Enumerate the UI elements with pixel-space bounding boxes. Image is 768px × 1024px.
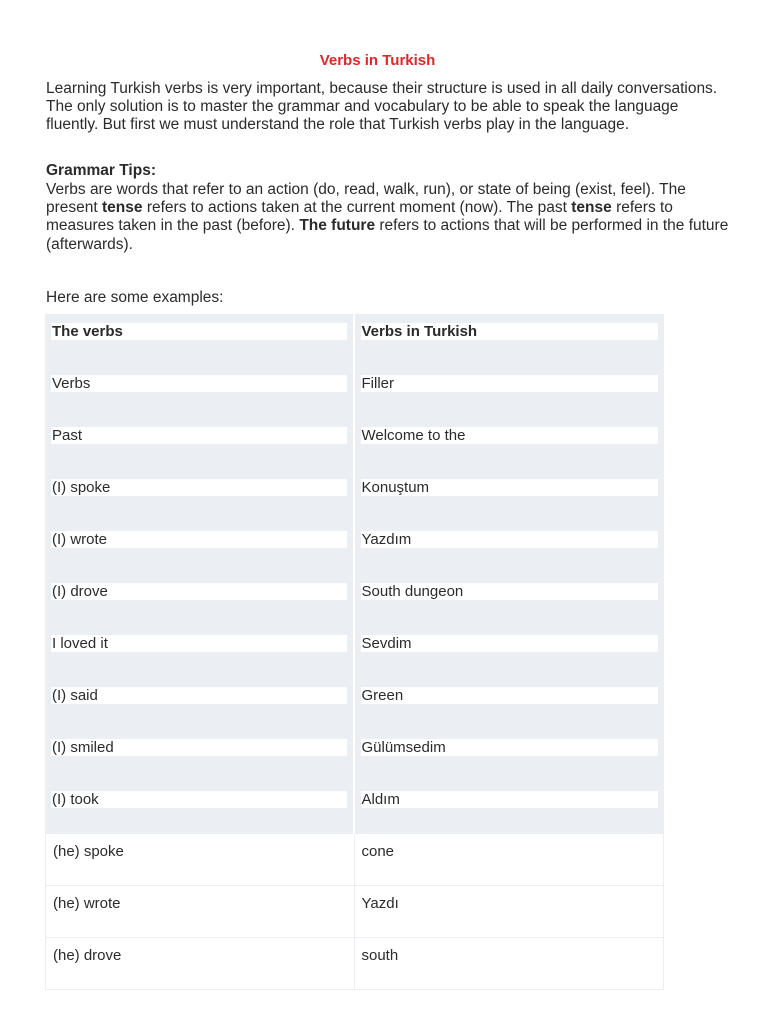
turkish-verb: Konuştum [361,479,659,496]
english-verb: (he) wrote [53,895,121,912]
turkish-verb: Yazdım [361,531,659,548]
english-verb: (I) spoke [51,479,347,496]
table-row [45,418,664,470]
table-row [45,730,664,782]
english-verb: (he) spoke [53,843,124,860]
table-row [45,678,664,730]
table-row [45,366,664,418]
turkish-verb: Filler [361,375,659,392]
table-row [45,938,664,990]
grammar-tips-heading: Grammar Tips: [46,162,156,179]
table-cell [355,626,665,678]
table-cell [355,834,664,885]
tips-text-4: refers to actions that will be performed in the future (afterwards). [46,217,729,253]
english-verb: (I) wrote [51,531,347,548]
table-cell [355,574,665,626]
table-cell [46,886,355,937]
table-header-cell [355,314,665,366]
examples-label: Here are some examples: [46,289,224,306]
table-row [45,782,664,834]
tips-bold-past-tense: tense [571,199,612,217]
english-verb: (I) smiled [51,739,347,756]
table-cell [355,938,664,989]
tips-bold-present-tense: tense [102,199,143,217]
turkish-verb: Gülümsedim [361,739,659,756]
table-header-row [45,314,664,366]
header-the-verbs: The verbs [51,323,347,340]
english-verb: (I) took [51,791,347,808]
turkish-verb: South dungeon [361,583,659,600]
table-cell [355,366,665,418]
table-cell [45,470,355,522]
turkish-verb: Aldım [361,791,659,808]
table-cell [355,886,664,937]
english-verb: (he) drove [53,947,122,964]
table-row [45,470,664,522]
tips-bold-future: The future [299,217,376,235]
table-cell [45,678,355,730]
turkish-verb: cone [361,843,395,860]
turkish-verb: Welcome to the [361,427,659,444]
header-verbs-in-turkish: Verbs in Turkish [361,323,659,340]
table-cell [46,938,355,989]
intro-paragraph: Learning Turkish verbs is very important, because their structure is used in all daily conversations. The only solution is to master the grammar and vocabulary to be able to speak the language fluently. But first we must understand the role that Turkish verbs play in the language. [46,80,718,134]
table-cell [45,730,355,782]
english-verb: I loved it [51,635,347,652]
verbs-table [45,314,664,990]
table-cell [355,418,665,470]
table-row [45,522,664,574]
table-row [45,574,664,626]
english-verb: Past [51,427,347,444]
table-row [45,626,664,678]
tips-text-3: refers to measures taken in the past (before). [46,199,673,235]
table-cell [46,834,355,885]
table-header-cell [45,314,355,366]
page-title: Verbs in Turkish [319,52,436,69]
table-cell [45,626,355,678]
table-cell [45,418,355,470]
table-cell [45,574,355,626]
tips-text-1: Verbs are words that refer to an action (do, read, walk, run), or state of being (exist, feel). The present [46,181,686,217]
table-cell [355,782,665,834]
table-row [45,886,664,938]
turkish-verb: Green [361,687,659,704]
turkish-verb: Yazdı [361,895,399,912]
grammar-tips-paragraph [46,181,736,254]
english-verb: (I) said [51,687,347,704]
table-row [45,834,664,886]
table-cell [45,366,355,418]
english-verb: Verbs [51,375,347,392]
table-cell [45,782,355,834]
table-cell [45,522,355,574]
english-verb: (I) drove [51,583,347,600]
turkish-verb: south [361,947,399,964]
turkish-verb: Sevdim [361,635,659,652]
table-cell [355,730,665,782]
table-cell [355,522,665,574]
table-cell [355,470,665,522]
table-cell [355,678,665,730]
tips-text-2: refers to actions taken at the current moment (now). The past [142,199,572,217]
